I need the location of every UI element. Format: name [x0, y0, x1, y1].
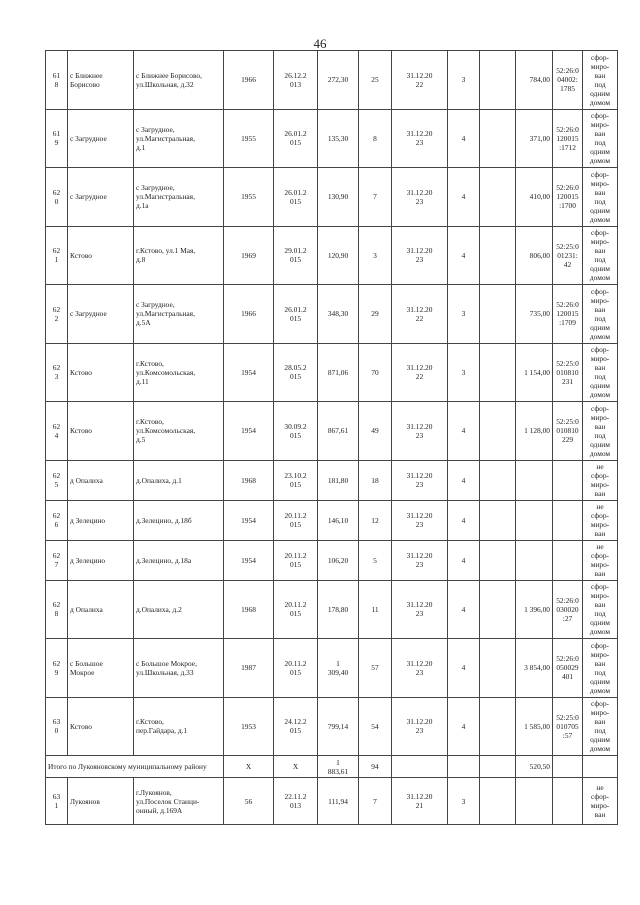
- area-cell: 871,06: [318, 343, 359, 402]
- locality-cell: с Загрудное: [68, 109, 134, 168]
- locality-cell: Кстово: [68, 226, 134, 285]
- table-body: [46, 51, 618, 825]
- year-cell: 1954: [224, 500, 274, 540]
- locality-cell: д Зелецино: [68, 500, 134, 540]
- date-cell: 30.09.2 015: [274, 402, 318, 461]
- blank-cell: [480, 540, 516, 580]
- cadastre-cell: 52:25:0 01231: 42: [553, 226, 583, 285]
- category-cell: 4: [448, 226, 480, 285]
- cadastre-cell: 52:25:0 010810 229: [553, 402, 583, 461]
- table-row: [46, 51, 618, 110]
- address-cell: д.Зелецино, д.18б: [134, 500, 224, 540]
- table-row: [46, 226, 618, 285]
- deadline-cell: 31.12.20 23: [392, 540, 448, 580]
- cost-cell: [516, 778, 553, 825]
- address-cell: с Загрудное, ул.Магистральная, д.1а: [134, 168, 224, 227]
- residents-cell: 7: [359, 168, 392, 227]
- date-cell: 20.11.2 015: [274, 540, 318, 580]
- area-cell: 146,10: [318, 500, 359, 540]
- area-cell: 106,20: [318, 540, 359, 580]
- date-cell: 26.12.2 013: [274, 51, 318, 110]
- blank-cell: [480, 639, 516, 698]
- deadline-cell: 31.12.20 23: [392, 697, 448, 756]
- row-number-cell: 62 9: [46, 639, 68, 698]
- area-cell: 178,80: [318, 580, 359, 639]
- address-cell: д.Опалиха, д.1: [134, 460, 224, 500]
- cadastre-cell: [553, 460, 583, 500]
- table-row: [46, 343, 618, 402]
- blank-cell: [480, 109, 516, 168]
- deadline-cell: 31.12.20 23: [392, 109, 448, 168]
- year-cell: 1969: [224, 226, 274, 285]
- cadastre-cell: [553, 540, 583, 580]
- date-cell: 20.11.2 015: [274, 500, 318, 540]
- category-cell: 4: [448, 500, 480, 540]
- formation-cell: сфор- миро- ван под одним домом: [583, 226, 618, 285]
- address-cell: с Загрудное, ул.Магистральная, д.1: [134, 109, 224, 168]
- address-cell: с Большое Мокрое, ул.Школьная, д.33: [134, 639, 224, 698]
- category-cell: 4: [448, 540, 480, 580]
- locality-cell: д Зелецино: [68, 540, 134, 580]
- area-cell: 135,30: [318, 109, 359, 168]
- date-cell: 24.12.2 015: [274, 697, 318, 756]
- table-row: [46, 109, 618, 168]
- area-cell: 120,90: [318, 226, 359, 285]
- formation-cell: сфор- миро- ван под одним домом: [583, 402, 618, 461]
- year-cell: 56: [224, 778, 274, 825]
- row-number-cell: 62 0: [46, 168, 68, 227]
- date-cell: 22.11.2 013: [274, 778, 318, 825]
- year-cell: 1966: [224, 51, 274, 110]
- category-cell: 3: [448, 343, 480, 402]
- area-cell: 111,94: [318, 778, 359, 825]
- total-year-cell: X: [224, 756, 274, 778]
- row-number-cell: 61 8: [46, 51, 68, 110]
- cost-cell: 1 396,00: [516, 580, 553, 639]
- cadastre-cell: 52:26:0 050029 401: [553, 639, 583, 698]
- locality-cell: Кстово: [68, 402, 134, 461]
- address-cell: с Загрудное, ул.Магистральная, д.5А: [134, 285, 224, 344]
- cost-cell: [516, 500, 553, 540]
- date-cell: 26.01.2 015: [274, 109, 318, 168]
- cost-cell: 371,00: [516, 109, 553, 168]
- cadastre-cell: 52:26:0 120015 :1700: [553, 168, 583, 227]
- row-number-cell: 62 4: [46, 402, 68, 461]
- blank-cell: [480, 51, 516, 110]
- table-row: [46, 402, 618, 461]
- year-cell: 1954: [224, 540, 274, 580]
- area-cell: 348,30: [318, 285, 359, 344]
- date-cell: 20.11.2 015: [274, 639, 318, 698]
- deadline-cell: 31.12.20 23: [392, 639, 448, 698]
- category-cell: 3: [448, 51, 480, 110]
- blank-cell: [480, 168, 516, 227]
- blank-cell: [480, 580, 516, 639]
- total-row: [46, 756, 618, 778]
- address-cell: с Ближнее Борисово, ул.Школьная, д.32: [134, 51, 224, 110]
- blank-cell: [583, 756, 618, 778]
- residents-cell: 29: [359, 285, 392, 344]
- row-number-cell: 62 8: [46, 580, 68, 639]
- residents-cell: 57: [359, 639, 392, 698]
- table-row: [46, 778, 618, 825]
- row-number-cell: 62 3: [46, 343, 68, 402]
- table-row: [46, 168, 618, 227]
- residents-cell: 18: [359, 460, 392, 500]
- row-number-cell: 61 9: [46, 109, 68, 168]
- row-number-cell: 62 1: [46, 226, 68, 285]
- blank-cell: [448, 756, 480, 778]
- formation-cell: не сфор- миро- ван: [583, 778, 618, 825]
- blank-cell: [480, 460, 516, 500]
- category-cell: 4: [448, 460, 480, 500]
- blank-cell: [392, 756, 448, 778]
- cadastre-cell: 52:25:0 010810 231: [553, 343, 583, 402]
- blank-cell: [480, 697, 516, 756]
- year-cell: 1968: [224, 460, 274, 500]
- cost-cell: 1 128,00: [516, 402, 553, 461]
- year-cell: 1954: [224, 402, 274, 461]
- area-cell: 130,90: [318, 168, 359, 227]
- cadastre-cell: [553, 778, 583, 825]
- deadline-cell: 31.12.20 23: [392, 460, 448, 500]
- deadline-cell: 31.12.20 23: [392, 402, 448, 461]
- blank-cell: [480, 402, 516, 461]
- locality-cell: Лукоянов: [68, 778, 134, 825]
- blank-cell: [480, 756, 516, 778]
- table-row: [46, 500, 618, 540]
- area-cell: 181,80: [318, 460, 359, 500]
- deadline-cell: 31.12.20 21: [392, 778, 448, 825]
- address-cell: г.Кстово, ул.Комсомольская, д.5: [134, 402, 224, 461]
- residents-cell: 5: [359, 540, 392, 580]
- address-cell: г.Кстово, ул.Комсомольская, д.11: [134, 343, 224, 402]
- year-cell: 1954: [224, 343, 274, 402]
- formation-cell: сфор- миро- ван под одним домом: [583, 51, 618, 110]
- formation-cell: сфор- миро- ван под одним домом: [583, 168, 618, 227]
- residents-cell: 8: [359, 109, 392, 168]
- cadastre-cell: 52:26:0 120015 :1712: [553, 109, 583, 168]
- cadastre-cell: 52:26:0 120015 :1709: [553, 285, 583, 344]
- table-row: [46, 540, 618, 580]
- cost-cell: 1 585,00: [516, 697, 553, 756]
- locality-cell: с Ближнее Борисово: [68, 51, 134, 110]
- total-date-cell: X: [274, 756, 318, 778]
- deadline-cell: 31.12.20 22: [392, 343, 448, 402]
- table-row: [46, 285, 618, 344]
- cost-cell: 806,00: [516, 226, 553, 285]
- category-cell: 3: [448, 285, 480, 344]
- area-cell: 1 309,40: [318, 639, 359, 698]
- address-cell: д.Зелецино, д.18а: [134, 540, 224, 580]
- row-number-cell: 63 1: [46, 778, 68, 825]
- category-cell: 4: [448, 402, 480, 461]
- row-number-cell: 62 2: [46, 285, 68, 344]
- formation-cell: сфор- миро- ван под одним домом: [583, 343, 618, 402]
- formation-cell: сфор- миро- ван под одним домом: [583, 639, 618, 698]
- residents-cell: 25: [359, 51, 392, 110]
- blank-cell: [480, 226, 516, 285]
- locality-cell: с Большое Мокрое: [68, 639, 134, 698]
- residents-cell: 3: [359, 226, 392, 285]
- cost-cell: 410,00: [516, 168, 553, 227]
- table-row: [46, 580, 618, 639]
- locality-cell: Кстово: [68, 343, 134, 402]
- date-cell: 26.01.2 015: [274, 285, 318, 344]
- locality-cell: д Опалиха: [68, 580, 134, 639]
- blank-cell: [553, 756, 583, 778]
- address-cell: г.Лукоянов, ул.Поселок Станци- онный, д.169А: [134, 778, 224, 825]
- year-cell: 1966: [224, 285, 274, 344]
- cadastre-cell: 52:26:0 04002: 1785: [553, 51, 583, 110]
- cost-cell: [516, 460, 553, 500]
- date-cell: 23.10.2 015: [274, 460, 318, 500]
- row-number-cell: 63 0: [46, 697, 68, 756]
- year-cell: 1968: [224, 580, 274, 639]
- table-row: [46, 697, 618, 756]
- formation-cell: сфор- миро- ван под одним домом: [583, 109, 618, 168]
- residents-cell: 70: [359, 343, 392, 402]
- page-number: 46: [313, 36, 327, 51]
- deadline-cell: 31.12.20 23: [392, 580, 448, 639]
- deadline-cell: 31.12.20 22: [392, 51, 448, 110]
- row-number-cell: 62 7: [46, 540, 68, 580]
- formation-cell: сфор- миро- ван под одним домом: [583, 285, 618, 344]
- cadastre-cell: [553, 500, 583, 540]
- date-cell: 20.11.2 015: [274, 580, 318, 639]
- residents-cell: 49: [359, 402, 392, 461]
- total-label-cell: Итого по Лукояновскому муниципальному району: [46, 756, 224, 778]
- total-cost-cell: 520,50: [516, 756, 553, 778]
- cadastre-cell: 52:25:0 010705 :57: [553, 697, 583, 756]
- area-cell: 799,14: [318, 697, 359, 756]
- cadastre-cell: 52:26:0 030020 :27: [553, 580, 583, 639]
- date-cell: 28.05.2 015: [274, 343, 318, 402]
- formation-cell: сфор- миро- ван под одним домом: [583, 580, 618, 639]
- housing-table: [45, 50, 618, 825]
- area-cell: 867,61: [318, 402, 359, 461]
- locality-cell: Кстово: [68, 697, 134, 756]
- table-row: [46, 460, 618, 500]
- year-cell: 1953: [224, 697, 274, 756]
- deadline-cell: 31.12.20 23: [392, 226, 448, 285]
- address-cell: г.Кстово, ул.1 Мая, д.8: [134, 226, 224, 285]
- residents-cell: 54: [359, 697, 392, 756]
- cost-cell: 735,00: [516, 285, 553, 344]
- category-cell: 4: [448, 580, 480, 639]
- locality-cell: с Загрудное: [68, 285, 134, 344]
- cost-cell: 3 854,00: [516, 639, 553, 698]
- category-cell: 3: [448, 778, 480, 825]
- blank-cell: [480, 778, 516, 825]
- category-cell: 4: [448, 109, 480, 168]
- blank-cell: [480, 343, 516, 402]
- deadline-cell: 31.12.20 22: [392, 285, 448, 344]
- category-cell: 4: [448, 168, 480, 227]
- date-cell: 29.01.2 015: [274, 226, 318, 285]
- deadline-cell: 31.12.20 23: [392, 168, 448, 227]
- year-cell: 1955: [224, 168, 274, 227]
- blank-cell: [480, 500, 516, 540]
- row-number-cell: 62 6: [46, 500, 68, 540]
- total-residents-cell: 94: [359, 756, 392, 778]
- cost-cell: 1 154,00: [516, 343, 553, 402]
- formation-cell: сфор- миро- ван под одним домом: [583, 697, 618, 756]
- category-cell: 4: [448, 639, 480, 698]
- total-area-cell: 1 883,61: [318, 756, 359, 778]
- locality-cell: д Опалиха: [68, 460, 134, 500]
- residents-cell: 11: [359, 580, 392, 639]
- row-number-cell: 62 5: [46, 460, 68, 500]
- deadline-cell: 31.12.20 23: [392, 500, 448, 540]
- formation-cell: не сфор- миро- ван: [583, 500, 618, 540]
- blank-cell: [480, 285, 516, 344]
- address-cell: д.Опалиха, д.2: [134, 580, 224, 639]
- cost-cell: [516, 540, 553, 580]
- locality-cell: с Загрудное: [68, 168, 134, 227]
- formation-cell: не сфор- миро- ван: [583, 460, 618, 500]
- residents-cell: 12: [359, 500, 392, 540]
- area-cell: 272,30: [318, 51, 359, 110]
- residents-cell: 7: [359, 778, 392, 825]
- category-cell: 4: [448, 697, 480, 756]
- date-cell: 26.01.2 015: [274, 168, 318, 227]
- year-cell: 1955: [224, 109, 274, 168]
- table-row: [46, 639, 618, 698]
- formation-cell: не сфор- миро- ван: [583, 540, 618, 580]
- address-cell: г.Кстово, пер.Гайдара, д.1: [134, 697, 224, 756]
- year-cell: 1987: [224, 639, 274, 698]
- cost-cell: 784,00: [516, 51, 553, 110]
